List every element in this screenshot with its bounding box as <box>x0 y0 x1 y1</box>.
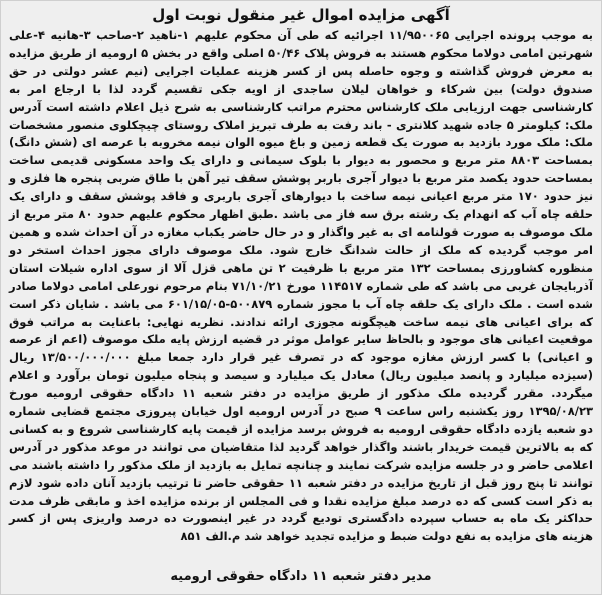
notice-title: آگهی مزایده اموال غیر منقول نوبت اول <box>152 6 450 24</box>
notice-signature: مدیر دفتر شعبه ۱۱ دادگاه حقوقی ارومیه <box>170 569 432 584</box>
notice-body: به موجب پرونده اجرایی ۱۱/۹۵۰۰۶۵ اجرائیه که طی آن محکوم علیهم ۱-ناهید ۲-صاحب ۳-هانیه ۴-علی شهرتین امامی دولاما محکوم هستند به فروش پلاک ۵۰/۴۶ اصلی واقع در بخش ۵ ارومیه از طریق مزایده به معرض فروش گذاشته و وجوه حاصله پس از کسر هزینه عملیات اجرایی (نیم عشر دولتی در حق صندوق دولت) بین شرکاء و خواهان لیلان ساجدی از اویه جکی تقسیم گردد لذا با ارجاع امر به کارشناسی جهت ارزیابی ملک کارشناس محترم مراتب کارشناسی به شرح ذیل اعلام داشته است آدرس ملک: کیلومتر ۵ جاده شهید کلانتری - باند رفت به طرف تبریز املاک روستای چیچکلوی منصور مشخصات ملک: ملک مورد بازدید به صورت یک قطعه زمین و باغ میوه الوان نیمه مخروبه با عرصه ای (شش دانگ) بمساحت ۸۸۰۳ متر مربع و محصور به دیوار با بلوک سیمانی و دارای یک واحد مسکونی قدیمی ساخت بمساحت حدود یکصد متر مربع با دیوار آجری باربر پوشش سقف تیر آهن با طاق ضربی پنجره ها فلزی و نیز حدود ۱۷۰ متر مربع اعیانی نیمه ساخت با دیوارهای آجری باربری و فاقد پوشش سقف و دارای یک حلقه چاه آب که انهدام یک رشته برق سه فاز می باشد .طبق اظهار محکوم علیهم حدود ۸۰ متر مربع از ملک موصوف به صورت قولنامه ای به غیر واگذار و در حال حاضر یکباب مغازه در آن احداث شده و همین امر موجب گردیده که ملک از حالت شدانگ خارج شود. ملک موصوف دارای مجوز احداث استخر دو منظوره کشاورزی بمساحت ۱۳۲ متر مربع با ظرفیت ۲ تن ماهی قزل آلا از سوی اداره شیلات استان آذربایجان غربی می باشد که طی شماره ۱۱۴۵۱۷ مورخ ۷۱/۱۰/۲۱ بنام مرحوم نورعلی امامی دولاما صادر شده است . ملک دارای یک حلقه چاه آب با مجوز شماره ۵۰۰۸۷۹-۶۰۱/۱۵/۰۵ می باشد . شایان ذکر است که برای اعیانی های نیمه ساخت هیچگونه مجوزی ارائه ندادند. نظریه نهایی: باعنایت به مراتب فوق موقعیت اعیانی های موجود و بالحاظ سایر عوامل موثر در قضیه ارزش پایه ملک موصوف (اعم از عرصه و اعیانی) با کسر ارزش مغازه موجود که در تصرف غیر قرار دارد جمعا مبلغ ۱۳/۵۰۰/۰۰۰/۰۰۰ ریال (سیزده میلیارد و پانصد میلیون ریال) معادل یک میلیارد و سیصد و پنجاه میلیون تومان برآورد و اعلام میگردد. مقرر گردیده ملک مذکور از طریق مزایده در دفتر شعبه ۱۱ دادگاه حقوقی ارومیه مورخ ۱۳۹۵/۰۸/۲۳ روز یکشنبه راس ساعت ۹ صبح در آدرس ارومیه اول خیابان پیروزی مجتمع قضایی شماره دو شعبه یازده دادگاه حقوقی ارومیه به فروش برسد مزایده از قیمت پایه کارشناسی شروع و به کسانی که به بالاترین قیمت خریدار باشند واگذار خواهد گردید لذا متقاضیان می توانند در موعد مذکور در آدرس اعلامی حاضر و در جلسه مزایده شرکت نمایند و چنانچه تمایل به بازدید از ملک مذکور را داشته باشند می توانند تا پنج روز قبل از تاریخ مزایده در دفتر شعبه ۱۱ حقوقی حاضر تا ترتیب بازدید آنان داده شود لازم به ذکر است کسی که ده درصد مبلغ مزایده نقدا و فی المجلس از برنده مزایده اخذ و مابقی ظرف مدت حداکثر یک ماه به حساب سپرده دادگستری تودیع گردد در غیر اینصورت ده درصد واریزی پس از کسر هزینه های مزایده به نفع دولت ضبط و مزایده تجدید خواهد شد م.الف ۸۵۱ <box>9 28 594 544</box>
